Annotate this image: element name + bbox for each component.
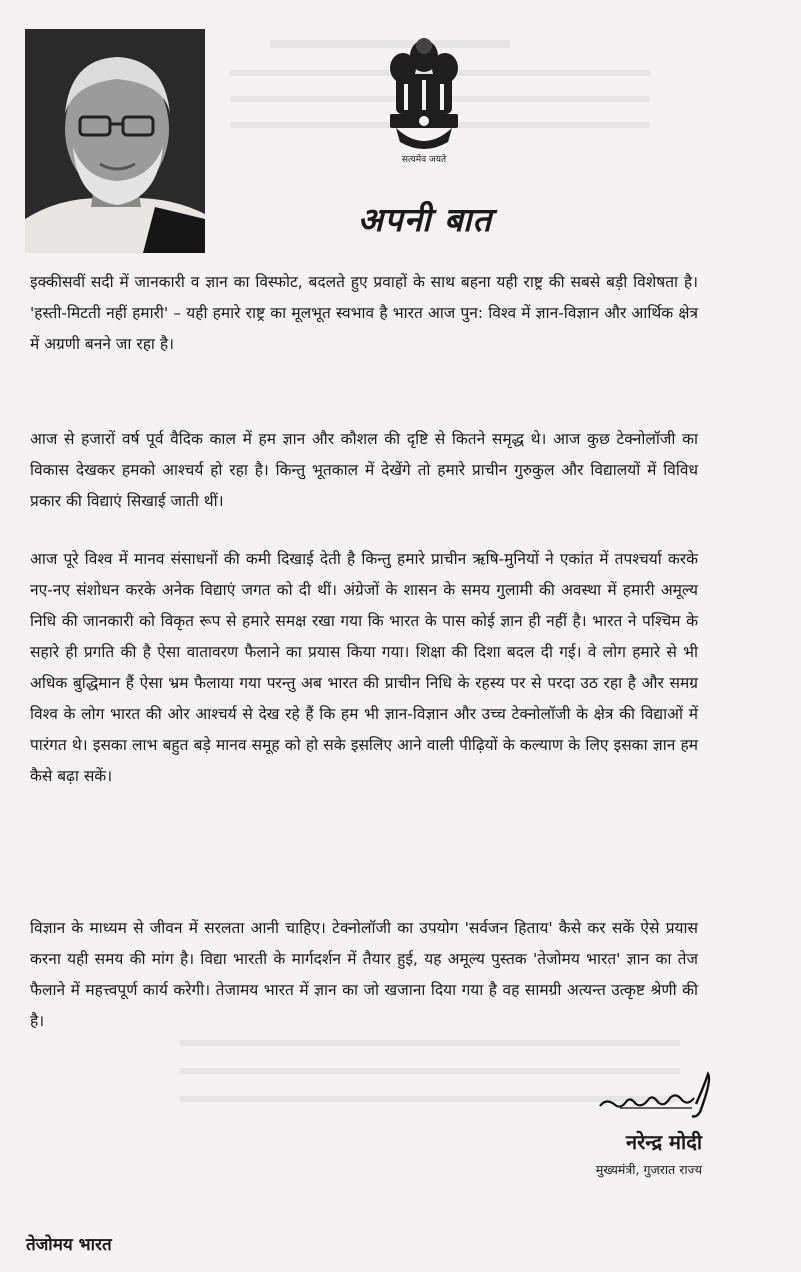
page-title: अपनी बात <box>357 200 493 239</box>
portrait-photo <box>25 29 205 253</box>
emblem-motto: सत्यमेव जयते <box>401 155 447 165</box>
paragraph-4: विज्ञान के माध्यम से जीवन में सरलता आनी चाहिए। टेक्नोलॉजी का उपयोग 'सर्वजन हिताय' कैसे कर सकें ऐसे प्रयास करना यही समय की मांग है। विद्या भारती के मार्गदर्शन में तैयार हुई, यह अमूल्य पुस्तक 'तेजोमय भारत' ज्ञान का तेज फैलाने में महत्त्वपूर्ण कार्य करेगी। तेजामय भारत में ज्ञान का जो खजाना दिया गया है वह सामग्री अत्यन्त उत्कृष्ट श्रेणी की है। <box>30 919 698 1030</box>
signatory-name: नरेन्द्र मोदी <box>626 1130 702 1154</box>
signatory-designation: मुख्यमंत्री, गुजरात राज्य <box>595 1162 702 1177</box>
portrait-icon <box>25 29 205 253</box>
state-emblem <box>378 34 470 166</box>
handwritten-signature <box>596 1068 716 1120</box>
book-footer-title: तेजोमय भारत <box>26 1235 112 1255</box>
state-emblem-icon <box>378 34 470 166</box>
paragraph-1: इक्कीसवीं सदी में जानकारी व ज्ञान का विस्फोट, बदलते हुए प्रवाहों के साथ बहना यही राष्ट्र की सबसे बड़ी विशेषता है। 'हस्ती-मिटती नहीं हमारी' – यही हमारे राष्ट्र का मूलभूत स्वभाव है भारत आज पुन: विश्व में ज्ञान-विज्ञान और आर्थिक क्षेत्र में अग्रणी बनने जा रहा है। <box>30 273 698 353</box>
paragraph-2: आज से हजारों वर्ष पूर्व वैदिक काल में हम ज्ञान और कौशल की दृष्टि से कितने समृद्ध थे। आज कुछ टेक्नोलॉजी का विकास देखकर हमको आश्चर्य हो रहा है। किन्तु भूतकाल में देखेंगे तो हमारे प्राचीन गुरुकुल और विद्यालयों में विविध प्रकार की विद्याएं सिखाई जाती थीं। <box>30 430 698 510</box>
paragraph-3: आज पूरे विश्व में मानव संसाधनों की कमी दिखाई देती है किन्तु हमारे प्राचीन ऋषि-मुनियों ने एकांत में तपश्चर्या करके नए-नए संशोधन करके अनेक विद्याएं जगत को दी थीं। अंग्रेजों के शासन के समय गुलामी की अवस्था में हमारी अमूल्य निधि की जानकारी को विकृत रूप से हमारे समक्ष रखा गया कि भारत के पास कोई ज्ञान ही नहीं है। भारत ने पश्चिम के सहारे ही प्रगति की है ऐसा वातावरण फैलाने का प्रयास किया गया। शिक्षा की दिशा बदल दी गई। वे लोग हमारे से भी अधिक बुद्धिमान हैं ऐसा भ्रम फैलाया गया परन्तु अब भारत की प्राचीन निधि के रहस्य पर से परदा उठ रहा है और समग्र विश्व के लोग भारत की ओर आश्चर्य से देख रहे हैं कि हम भी ज्ञान-विज्ञान और उच्च टेक्नोलॉजी के क्षेत्र की विद्याओं में पारंगत थे। इसका लाभ बहुत बड़े मानव समूह को हो सके इसलिए आने वाली पीढ़ियों के कल्याण के लिए इसका ज्ञान हम कैसे बढ़ा सकें। <box>30 550 698 785</box>
